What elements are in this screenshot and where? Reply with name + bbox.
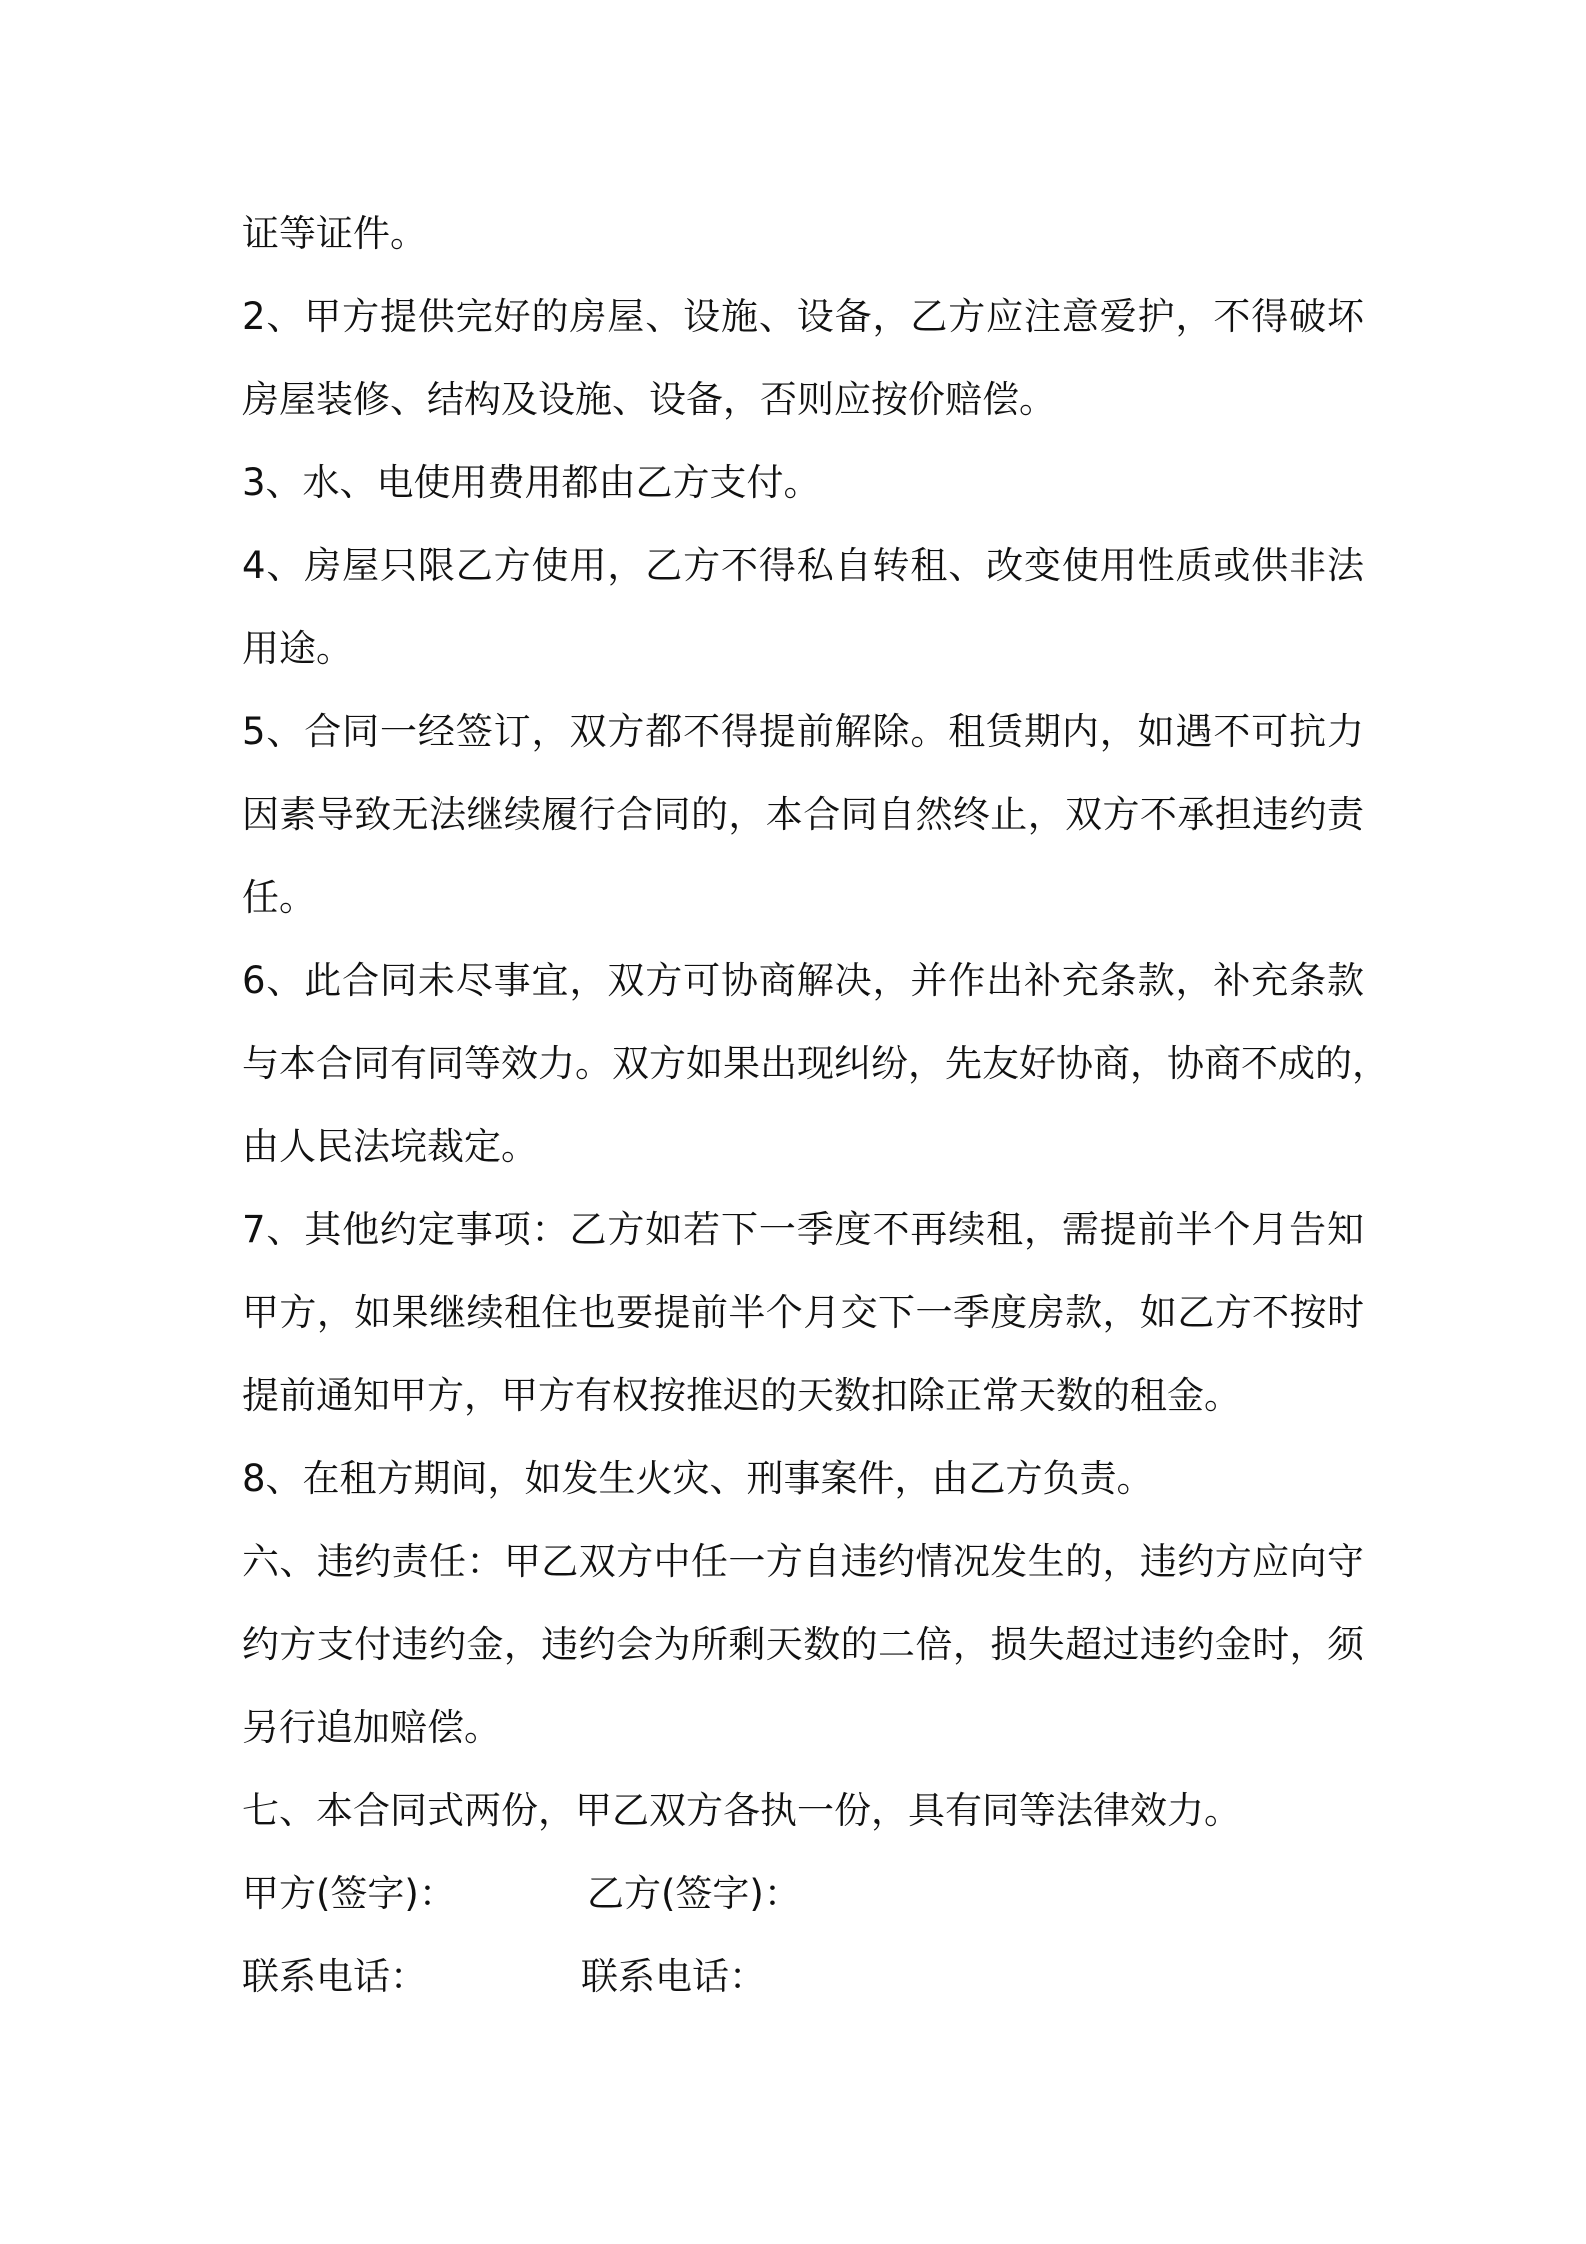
text-line: 任。: [242, 876, 316, 919]
text-line: 七、本合同式两份，甲乙双方各执一份，具有同等法律效力。: [242, 1789, 1241, 1832]
text-line: 另行追加赔偿。: [242, 1706, 501, 1749]
text-line: 六、违约责任：甲乙双方中任一方自违约情况发生的，违约方应向守: [242, 1540, 1364, 1583]
text-line: 6、此合同未尽事宜，双方可协商解决，并作出补充条款，补充条款: [242, 959, 1364, 1002]
text-line: 7、其他约定事项：乙方如若下一季度不再续租，需提前半个月告知: [242, 1208, 1364, 1251]
text-line: 由人民法垸裁定。: [242, 1125, 538, 1168]
party-a-signature-label: 甲方(签字)：: [242, 1872, 456, 1915]
text-line: 5、合同一经签订，双方都不得提前解除。租赁期内，如遇不可抗力: [242, 710, 1364, 753]
text-line: 8、在租方期间，如发生火灾、刑事案件，由乙方负责。: [242, 1457, 1154, 1500]
signature-row: [242, 1852, 1364, 1935]
text-line: 房屋装修、结构及设施、设备，否则应按价赔偿。: [242, 378, 1056, 421]
text-line: 因素导致无法继续履行合同的，本合同自然终止，双方不承担违约责: [242, 793, 1364, 836]
text-line: 用途。: [242, 627, 353, 670]
party-b-signature-label: 乙方(签字)：: [587, 1872, 801, 1915]
contract-body: [242, 192, 1389, 2018]
text-line: 甲方，如果继续租住也要提前半个月交下一季度房款，如乙方不按时: [242, 1291, 1364, 1334]
text-line: 4、房屋只限乙方使用，乙方不得私自转租、改变使用性质或供非法: [242, 544, 1364, 587]
text-line: 3、水、电使用费用都由乙方支付。: [242, 461, 821, 504]
text-line: 2、甲方提供完好的房屋、设施、设备，乙方应注意爱护，不得破坏: [242, 295, 1364, 338]
text-line: 与本合同有同等效力。双方如果出现纠纷，先友好协商，协商不成的，: [242, 1042, 1389, 1085]
phone-row: [242, 1935, 1364, 2018]
party-a-phone-label: 联系电话：: [242, 1955, 427, 1998]
text-line: 证等证件。: [242, 212, 427, 255]
party-b-phone-label: 联系电话：: [581, 1955, 766, 1998]
text-line: 提前通知甲方，甲方有权按推迟的天数扣除正常天数的租金。: [242, 1374, 1241, 1417]
text-line: 约方支付违约金，违约会为所剩天数的二倍，损失超过违约金时，须: [242, 1623, 1364, 1666]
